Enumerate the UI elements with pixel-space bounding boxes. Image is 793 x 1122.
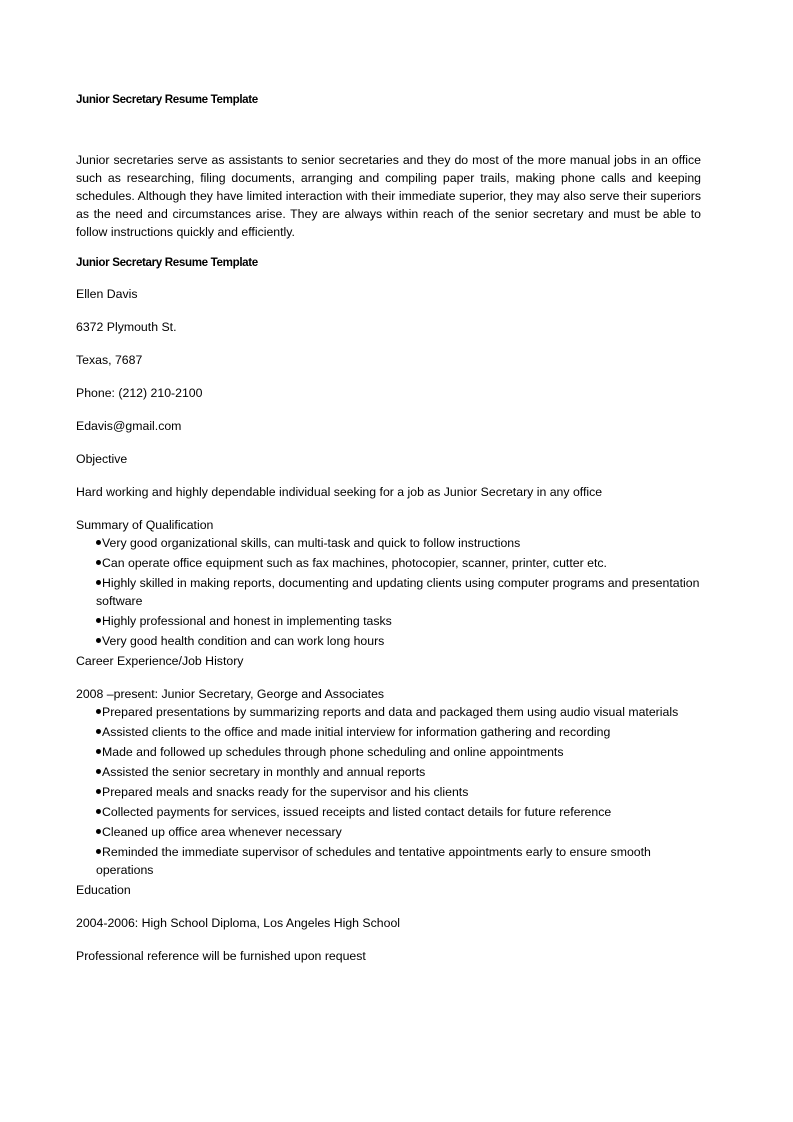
bullet-icon [96, 809, 101, 814]
bullet-icon [96, 729, 101, 734]
list-item: Very good health condition and can work long hours [96, 632, 701, 650]
list-item: Reminded the immediate supervisor of schedules and tentative appointments early to ensure smooth operations [96, 845, 651, 877]
contact-phone: Phone: (212) 210-2100 [76, 386, 203, 400]
bullet-icon [96, 638, 101, 643]
contact-city: Texas, 7687 [76, 353, 143, 367]
resume-title: Junior Secretary Resume Template [76, 256, 258, 269]
summary-list [76, 534, 701, 650]
list-item: Highly skilled in making reports, documenting and updating clients using computer programs and presentation software [96, 576, 700, 608]
list-item: Made and followed up schedules through phone scheduling and online appointments [96, 743, 701, 761]
resume-document [76, 92, 701, 965]
bullet-icon [96, 789, 101, 794]
education-heading: Education [76, 883, 131, 897]
objective-text: Hard working and highly dependable individual seeking for a job as Junior Secretary in any office [76, 485, 603, 499]
bullet-icon [96, 709, 101, 714]
objective-heading: Objective [76, 452, 128, 466]
list-item: Prepared presentations by summarizing reports and data and packaged them using audio visual materials [96, 703, 701, 721]
document-title: Junior Secretary Resume Template [76, 93, 258, 106]
bullet-icon [96, 540, 101, 545]
bullet-icon [96, 849, 101, 854]
career-heading: Career Experience/Job History [76, 654, 244, 668]
list-item: Prepared meals and snacks ready for the supervisor and his clients [96, 783, 701, 801]
list-item: Highly professional and honest in implementing tasks [96, 612, 701, 630]
list-item: Collected payments for services, issued receipts and listed contact details for future reference [96, 803, 701, 821]
education-entry: 2004-2006: High School Diploma, Los Angeles High School [76, 916, 401, 930]
list-item: Can operate office equipment such as fax machines, photocopier, scanner, printer, cutter etc. [96, 554, 701, 572]
bullet-icon [96, 560, 101, 565]
bullet-icon [96, 618, 101, 623]
contact-email: Edavis@gmail.com [76, 419, 182, 433]
list-item: Assisted clients to the office and made initial interview for information gathering and recording [96, 723, 701, 741]
bullet-icon [96, 829, 101, 834]
career-position: 2008 –present: Junior Secretary, George and Associates [76, 687, 385, 701]
summary-heading: Summary of Qualification [76, 518, 214, 532]
contact-street: 6372 Plymouth St. [76, 320, 177, 334]
contact-name: Ellen Davis [76, 287, 138, 301]
list-item: Assisted the senior secretary in monthly and annual reports [96, 763, 701, 781]
career-list [76, 703, 701, 879]
list-item: Very good organizational skills, can multi-task and quick to follow instructions [96, 534, 701, 552]
bullet-icon [96, 580, 101, 585]
reference-note: Professional reference will be furnished upon request [76, 949, 366, 963]
list-item: Cleaned up office area whenever necessary [96, 823, 701, 841]
bullet-icon [96, 749, 101, 754]
bullet-icon [96, 769, 101, 774]
intro-paragraph: Junior secretaries serve as assistants to senior secretaries and they do most of the more manual jobs in an office such as researching, filing documents, arranging and compiling paper trails, making phone calls and keeping schedules. Although they have limited interaction with their immediate superior, they may also serve their superiors as the need and circumstances arise. They are always within reach of the senior secretary and must be able to follow instructions quickly and efficiently. [76, 153, 701, 239]
